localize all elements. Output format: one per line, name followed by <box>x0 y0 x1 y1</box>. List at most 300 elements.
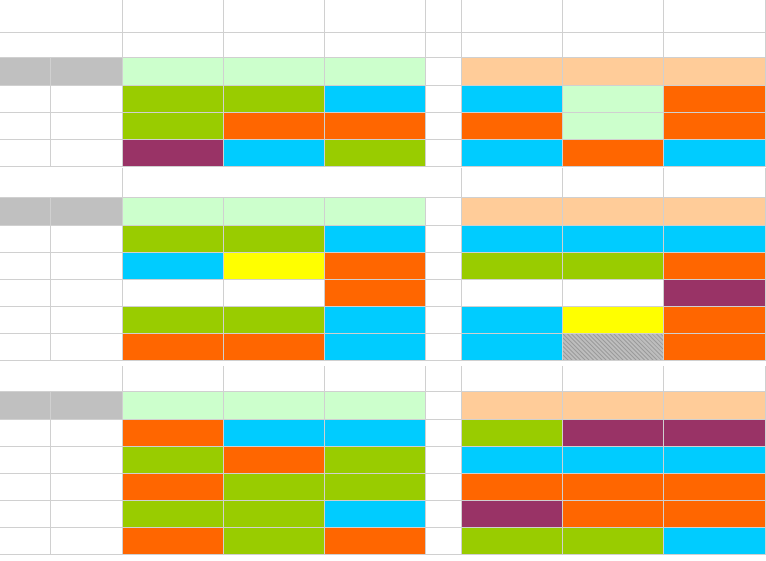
sec3-row-3-date-line1 <box>2 501 50 514</box>
blank-cell[interactable] <box>426 280 462 307</box>
sec2-row-4-cell-0-line1 <box>125 334 223 347</box>
sec3-row-4-cell-5-line2 <box>565 541 663 554</box>
sec3-row-1-cell-2[interactable] <box>325 447 426 474</box>
sec2-header-race[interactable] <box>51 198 123 226</box>
sec3-row-3-cell-4-line1 <box>464 501 562 514</box>
sec1-row-0-cell-4[interactable] <box>462 86 563 113</box>
sec3-row-1-cell-2-line2 <box>327 460 425 473</box>
sec3-row-0-cell-2[interactable] <box>325 420 426 447</box>
sec2-row-4-cell-5[interactable] <box>563 334 664 361</box>
blank-cell[interactable] <box>462 168 563 198</box>
sec3-row-1-cell-1-line2 <box>226 460 324 473</box>
sec3-header-damsire-1[interactable] <box>462 392 563 420</box>
blank-cell[interactable] <box>426 334 462 361</box>
blank-cell[interactable] <box>325 0 426 33</box>
sec2-header-sire-2[interactable] <box>224 198 325 226</box>
sec1-row-2-cell-4-line1 <box>464 140 562 153</box>
sec2-header-damsire-2[interactable] <box>563 198 664 226</box>
sec3-row-4-cell-5-line1 <box>565 528 663 541</box>
sec3-row-3-cell-2[interactable] <box>325 501 426 528</box>
sec1-header-damsire-1[interactable] <box>462 58 563 86</box>
sec1-row-0-race[interactable] <box>51 86 123 113</box>
sec3-header-sire-3[interactable] <box>325 392 426 420</box>
sec3-row-1-date[interactable] <box>0 447 51 474</box>
sec3-row-3-cell-5-line1 <box>565 501 663 514</box>
blank-cell[interactable] <box>563 366 664 392</box>
sec3-row-3-cell-5[interactable] <box>563 501 664 528</box>
blank-cell[interactable] <box>462 33 563 58</box>
sec3-row-2-cell-4-line1 <box>464 474 562 487</box>
sec2-row-4-race-line2 <box>53 347 122 360</box>
sec1-header-sire-2[interactable] <box>224 58 325 86</box>
sec1-row-0-cell-2[interactable] <box>325 86 426 113</box>
sec3-row-1-cell-5-line2 <box>565 460 663 473</box>
sec2-row-3-race[interactable] <box>51 307 123 334</box>
sec2-row-3-cell-4-line2 <box>464 320 562 333</box>
sec1-row-1-cell-4[interactable] <box>462 113 563 140</box>
sec3-row-1-cell-6[interactable] <box>664 447 766 474</box>
sec3-row-3-cell-2-line1 <box>327 501 425 514</box>
sec2-row-3-cell-0[interactable] <box>123 307 224 334</box>
sec3-title[interactable] <box>0 366 123 392</box>
blank-cell[interactable] <box>426 113 462 140</box>
sec2-row-2-cell-4-line1 <box>464 280 562 293</box>
blank-cell[interactable] <box>426 253 462 280</box>
sec1-row-1-cell-1[interactable] <box>224 113 325 140</box>
sec3-row-2-cell-4[interactable] <box>462 474 563 501</box>
sec2-row-4-cell-4-line1 <box>464 334 562 347</box>
blank-cell[interactable] <box>462 0 563 33</box>
blank-cell[interactable] <box>563 168 664 198</box>
sec2-row-3-cell-5[interactable] <box>563 307 664 334</box>
sec1-row-2-cell-5-line1 <box>565 140 663 153</box>
sec1-row-0-cell-5-line2 <box>565 99 663 112</box>
sec3-row-4-date[interactable] <box>0 528 51 555</box>
sec1-row-1-cell-1-line1 <box>226 113 324 126</box>
sec3-row-4-race-line2 <box>53 541 122 554</box>
sec2-row-1-cell-1-line1 <box>226 253 324 266</box>
blank-cell[interactable] <box>123 33 224 58</box>
sec2-row-1-cell-5-line1 <box>565 253 663 266</box>
sec1-row-1-cell-2[interactable] <box>325 113 426 140</box>
sec2-row-3-cell-6[interactable] <box>664 307 766 334</box>
sec2-header-race-line2 <box>53 211 122 224</box>
sec3-row-0-cell-6[interactable] <box>664 420 766 447</box>
sec1-row-2-cell-4-line2 <box>464 153 562 166</box>
sec3-header-damsire-3[interactable] <box>664 392 766 420</box>
blank-cell[interactable] <box>224 366 325 392</box>
sec2-row-2-date[interactable] <box>0 280 51 307</box>
blank-cell[interactable] <box>664 33 766 58</box>
sec3-row-2-cell-2-line1 <box>327 474 425 487</box>
sec1-row-1-cell-5[interactable] <box>563 113 664 140</box>
sec3-row-3-cell-4-line2 <box>464 514 562 527</box>
sec1-row-1-cell-6-line2 <box>666 126 765 139</box>
sec2-header-sire-1[interactable] <box>123 198 224 226</box>
sec2-row-2-race[interactable] <box>51 280 123 307</box>
sec2-row-4-cell-0-line2 <box>125 347 223 360</box>
sec2-row-3-cell-2[interactable] <box>325 307 426 334</box>
sec3-row-0-cell-1[interactable] <box>224 420 325 447</box>
blank-cell[interactable] <box>563 33 664 58</box>
blank-cell[interactable] <box>426 86 462 113</box>
sec1-header-sire-1[interactable] <box>123 58 224 86</box>
sec2-row-4-cell-2-line1 <box>327 334 425 347</box>
sec3-row-0-date-line1 <box>2 420 50 433</box>
sec2-header-date[interactable] <box>0 198 51 226</box>
sec2-row-1-race-line1 <box>53 253 122 266</box>
sec3-row-2-cell-1[interactable] <box>224 474 325 501</box>
sec1-row-1-cell-0-line1 <box>125 113 223 126</box>
sec3-row-0-race-line2 <box>53 433 122 446</box>
sec1-row-2-cell-6[interactable] <box>664 140 766 167</box>
sec3-row-0-race[interactable] <box>51 420 123 447</box>
sec1-row-1-cell-0-line2 <box>125 126 223 139</box>
sec3-row-1-cell-5-line1 <box>565 447 663 460</box>
blank-cell[interactable] <box>426 226 462 253</box>
sec1-row-0-date[interactable] <box>0 86 51 113</box>
sec3-row-4-race[interactable] <box>51 528 123 555</box>
sec3-row-0-race-line1 <box>53 420 122 433</box>
sec3-row-1-cell-4-line1 <box>464 447 562 460</box>
sec1-row-0-cell-6-line2 <box>666 99 765 112</box>
sec1-row-1-cell-6-line1 <box>666 113 765 126</box>
sec3-row-3-cell-6[interactable] <box>664 501 766 528</box>
sec3-row-3-cell-1-line1 <box>226 501 324 514</box>
sec2-row-3-cell-5-line2 <box>565 320 663 333</box>
sec3-row-2-cell-2[interactable] <box>325 474 426 501</box>
sec3-row-0-cell-0-line2 <box>125 433 223 446</box>
sec2-row-1-date[interactable] <box>0 253 51 280</box>
blank-cell[interactable] <box>426 474 462 501</box>
sec2-row-4-cell-2-line2 <box>327 347 425 360</box>
sec2-row-3-cell-1[interactable] <box>224 307 325 334</box>
sec2-row-1-cell-6[interactable] <box>664 253 766 280</box>
sec2-row-2-cell-1-line1 <box>226 280 324 293</box>
sec3-row-0-date[interactable] <box>0 420 51 447</box>
sec2-row-3-cell-4-line1 <box>464 307 562 320</box>
sec2-row-0-race-line2 <box>53 239 122 252</box>
sec3-header-damsire-2[interactable] <box>563 392 664 420</box>
sec1-row-0-race-line2 <box>53 99 122 112</box>
sec3-row-0-cell-5-line1 <box>565 420 663 433</box>
sec3-header-damsire-3-line1 <box>666 392 765 405</box>
sec2-row-4-cell-1[interactable] <box>224 334 325 361</box>
sec2-row-4-cell-4-line2 <box>464 347 562 360</box>
sec2-row-2-cell-2-line2 <box>327 293 425 306</box>
sec2-note[interactable] <box>123 168 462 198</box>
blank-cell[interactable] <box>426 420 462 447</box>
sec3-row-4-cell-1[interactable] <box>224 528 325 555</box>
sec2-row-1-cell-2-line2 <box>327 266 425 279</box>
sec3-row-4-cell-4-line2 <box>464 541 562 554</box>
sec2-row-3-cell-4[interactable] <box>462 307 563 334</box>
sec2-row-1-race[interactable] <box>51 253 123 280</box>
sec3-row-4-cell-4[interactable] <box>462 528 563 555</box>
sec3-row-0-cell-0-line1 <box>125 420 223 433</box>
sec3-header-sire-3-line1 <box>327 392 425 405</box>
sec1-row-0-cell-2-line2 <box>327 99 425 112</box>
sec1-row-2-date-line1 <box>2 140 50 153</box>
sec1-row-2-cell-2[interactable] <box>325 140 426 167</box>
sec1-row-1-cell-2-line1 <box>327 113 425 126</box>
sec2-header-damsire-1-line1 <box>464 198 562 211</box>
sec2-row-1-cell-2-line1 <box>327 253 425 266</box>
sec2-header-damsire-1[interactable] <box>462 198 563 226</box>
blank-cell[interactable] <box>426 528 462 555</box>
sec3-row-2-cell-6[interactable] <box>664 474 766 501</box>
blank-cell[interactable] <box>426 33 462 58</box>
sec2-row-4-date-line1 <box>2 334 50 347</box>
sec3-row-3-race[interactable] <box>51 501 123 528</box>
sec2-row-4-cell-6-line2 <box>666 347 765 360</box>
sec3-row-2-cell-2-line2 <box>327 487 425 500</box>
sec2-row-1-cell-6-line2 <box>666 266 765 279</box>
sec1-row-2-cell-1[interactable] <box>224 140 325 167</box>
sheet-title[interactable] <box>0 0 123 33</box>
blank-cell[interactable] <box>426 392 462 420</box>
sec2-row-2-cell-0-line2 <box>125 293 223 306</box>
sec3-row-2-cell-1-line1 <box>226 474 324 487</box>
sec3-row-4-cell-2[interactable] <box>325 528 426 555</box>
blank-cell[interactable] <box>224 0 325 33</box>
sec2-header-sire-3-line1 <box>327 198 425 211</box>
sec3-row-2-cell-0-line2 <box>125 487 223 500</box>
sec1-header-sire-2-line1 <box>226 58 324 71</box>
sec1-row-0-cell-5[interactable] <box>563 86 664 113</box>
blank-cell[interactable] <box>426 140 462 167</box>
sec1-row-0-cell-0-line1 <box>125 86 223 99</box>
blank-cell[interactable] <box>325 366 426 392</box>
sec3-row-2-cell-5-line2 <box>565 487 663 500</box>
sec2-row-2-cell-5[interactable] <box>563 280 664 307</box>
sec2-row-3-date[interactable] <box>0 307 51 334</box>
sec3-row-3-cell-0-line2 <box>125 514 223 527</box>
sec2-row-1-cell-4[interactable] <box>462 253 563 280</box>
sec3-row-3-cell-4[interactable] <box>462 501 563 528</box>
sec1-header-damsire-2[interactable] <box>563 58 664 86</box>
sec1-row-1-cell-2-line2 <box>327 126 425 139</box>
sec2-row-4-cell-1-line1 <box>226 334 324 347</box>
sec3-row-0-cell-0[interactable] <box>123 420 224 447</box>
sec2-row-0-cell-4-line2 <box>464 239 562 252</box>
sec2-row-0-cell-1[interactable] <box>224 226 325 253</box>
blank-cell[interactable] <box>664 366 766 392</box>
blank-cell[interactable] <box>426 447 462 474</box>
sec3-row-4-cell-5[interactable] <box>563 528 664 555</box>
sec2-header-damsire-3[interactable] <box>664 198 766 226</box>
blank-cell[interactable] <box>462 366 563 392</box>
sec2-row-2-cell-0[interactable] <box>123 280 224 307</box>
sec1-row-0-cell-6-line1 <box>666 86 765 99</box>
sec1-row-1-cell-6[interactable] <box>664 113 766 140</box>
sec1-row-1-cell-5-line1 <box>565 113 663 126</box>
sec1-row-0-cell-0[interactable] <box>123 86 224 113</box>
sec2-row-2-cell-1[interactable] <box>224 280 325 307</box>
sec3-row-2-cell-5[interactable] <box>563 474 664 501</box>
blank-cell[interactable] <box>426 501 462 528</box>
sec2-row-3-race-line2 <box>53 320 122 333</box>
sec2-row-0-cell-6[interactable] <box>664 226 766 253</box>
sec1-row-0-date-line1 <box>2 86 50 99</box>
sec3-header-sire-2[interactable] <box>224 392 325 420</box>
sec1-row-2-race-line2 <box>53 153 122 166</box>
sec1-row-1-cell-0[interactable] <box>123 113 224 140</box>
sec2-row-2-cell-4[interactable] <box>462 280 563 307</box>
blank-cell[interactable] <box>664 168 766 198</box>
sec3-row-2-race-line1 <box>53 474 122 487</box>
sec1-header-date[interactable] <box>0 58 51 86</box>
sec1-row-2-cell-0[interactable] <box>123 140 224 167</box>
sec2-row-2-date-line1 <box>2 280 50 293</box>
sec3-row-2-cell-6-line2 <box>666 487 765 500</box>
sec3-row-2-cell-5-line1 <box>565 474 663 487</box>
blank-cell[interactable] <box>426 366 462 392</box>
sec1-row-0-cell-1-line1 <box>226 86 324 99</box>
sec2-row-0-cell-0[interactable] <box>123 226 224 253</box>
sec2-row-2-cell-6[interactable] <box>664 280 766 307</box>
sec2-row-0-cell-5[interactable] <box>563 226 664 253</box>
blank-cell[interactable] <box>325 33 426 58</box>
sec3-row-1-date-line1 <box>2 447 50 460</box>
sec3-row-1-race[interactable] <box>51 447 123 474</box>
sec1-row-2-race[interactable] <box>51 140 123 167</box>
sec1-row-1-date[interactable] <box>0 113 51 140</box>
sec2-row-0-cell-0-line2 <box>125 239 223 252</box>
sec1-row-2-race-line1 <box>53 140 122 153</box>
sec3-row-1-cell-0-line2 <box>125 460 223 473</box>
sec3-row-1-cell-4-line2 <box>464 460 562 473</box>
blank-cell[interactable] <box>426 307 462 334</box>
sec1-row-1-race[interactable] <box>51 113 123 140</box>
sec2-header-date-line1 <box>2 198 50 211</box>
sec3-header-race[interactable] <box>51 392 123 420</box>
sec3-row-1-cell-4[interactable] <box>462 447 563 474</box>
sec3-row-0-cell-2-line2 <box>327 433 425 446</box>
sec3-row-1-cell-0-line1 <box>125 447 223 460</box>
blank-cell[interactable] <box>664 0 766 33</box>
sec3-header-race-line2 <box>53 405 122 418</box>
sec1-title[interactable] <box>0 33 123 58</box>
sec3-row-2-cell-0-line1 <box>125 474 223 487</box>
sec2-row-0-race-line1 <box>53 226 122 239</box>
sec2-row-4-cell-5-line2 <box>565 347 663 360</box>
sec3-row-3-cell-1[interactable] <box>224 501 325 528</box>
sec3-row-2-cell-0[interactable] <box>123 474 224 501</box>
sec3-row-0-cell-5[interactable] <box>563 420 664 447</box>
blank-cell[interactable] <box>426 58 462 86</box>
sec2-row-1-cell-6-line1 <box>666 253 765 266</box>
sec2-row-2-cell-1-line2 <box>226 293 324 306</box>
sec2-row-0-cell-4[interactable] <box>462 226 563 253</box>
sec1-row-0-cell-6[interactable] <box>664 86 766 113</box>
sec1-row-2-cell-4[interactable] <box>462 140 563 167</box>
sec3-header-sire-1[interactable] <box>123 392 224 420</box>
sec2-row-0-cell-5-line2 <box>565 239 663 252</box>
sec3-row-2-race[interactable] <box>51 474 123 501</box>
blank-cell[interactable] <box>224 33 325 58</box>
sec2-row-1-cell-1[interactable] <box>224 253 325 280</box>
sec3-header-date[interactable] <box>0 392 51 420</box>
sec2-row-1-cell-1-line2 <box>226 266 324 279</box>
sec2-header-sire-3[interactable] <box>325 198 426 226</box>
sec2-row-4-cell-4[interactable] <box>462 334 563 361</box>
sec2-row-0-date[interactable] <box>0 226 51 253</box>
sec2-row-4-cell-2[interactable] <box>325 334 426 361</box>
sec2-row-1-date-line1 <box>2 253 50 266</box>
sec1-row-0-cell-2-line1 <box>327 86 425 99</box>
sec2-row-1-cell-5[interactable] <box>563 253 664 280</box>
sec1-row-2-cell-6-line2 <box>666 153 765 166</box>
sec3-row-0-cell-5-line2 <box>565 433 663 446</box>
sec1-row-2-cell-5[interactable] <box>563 140 664 167</box>
sec2-row-1-cell-2[interactable] <box>325 253 426 280</box>
sec2-row-0-cell-0-line1 <box>125 226 223 239</box>
sec2-row-4-race[interactable] <box>51 334 123 361</box>
sec2-row-4-date[interactable] <box>0 334 51 361</box>
sec1-row-1-cell-1-line2 <box>226 126 324 139</box>
sec3-row-4-cell-6[interactable] <box>664 528 766 555</box>
sec2-row-1-cell-0[interactable] <box>123 253 224 280</box>
sec2-row-2-race-line2 <box>53 293 122 306</box>
sec3-row-2-cell-4-line2 <box>464 487 562 500</box>
sec3-row-4-cell-0-line2 <box>125 541 223 554</box>
sec2-row-2-cell-5-line2 <box>565 293 663 306</box>
sec2-title[interactable] <box>0 168 123 198</box>
sec1-row-2-cell-1-line2 <box>226 153 324 166</box>
blank-cell[interactable] <box>123 366 224 392</box>
sec3-row-1-cell-6-line1 <box>666 447 765 460</box>
sec3-row-3-cell-0[interactable] <box>123 501 224 528</box>
sec1-header-damsire-3[interactable] <box>664 58 766 86</box>
blank-cell[interactable] <box>123 0 224 33</box>
sec1-header-race[interactable] <box>51 58 123 86</box>
sec3-row-0-cell-1-line1 <box>226 420 324 433</box>
sec2-row-2-cell-6-line2 <box>666 293 765 306</box>
sec2-row-2-cell-6-line1 <box>666 280 765 293</box>
sec1-row-2-date[interactable] <box>0 140 51 167</box>
blank-cell[interactable] <box>563 0 664 33</box>
sec3-row-2-date[interactable] <box>0 474 51 501</box>
sec3-row-0-cell-1-line2 <box>226 433 324 446</box>
sec2-row-4-cell-0[interactable] <box>123 334 224 361</box>
sec2-row-2-cell-2[interactable] <box>325 280 426 307</box>
sec3-row-1-cell-1[interactable] <box>224 447 325 474</box>
sec3-row-4-cell-0[interactable] <box>123 528 224 555</box>
sec2-row-4-race-line1 <box>53 334 122 347</box>
sec2-row-3-cell-6-line2 <box>666 320 765 333</box>
blank-cell[interactable] <box>426 198 462 226</box>
sec2-row-1-cell-4-line2 <box>464 266 562 279</box>
sec2-row-0-cell-2-line2 <box>327 239 425 252</box>
sec3-row-4-cell-6-line1 <box>666 528 765 541</box>
sec3-row-2-race-line2 <box>53 487 122 500</box>
sec3-row-1-cell-5[interactable] <box>563 447 664 474</box>
sec1-row-0-cell-1[interactable] <box>224 86 325 113</box>
sec3-row-1-cell-0[interactable] <box>123 447 224 474</box>
sec3-row-0-cell-4[interactable] <box>462 420 563 447</box>
sec2-row-4-cell-6[interactable] <box>664 334 766 361</box>
sec1-row-1-date-line1 <box>2 113 50 126</box>
sec2-row-0-cell-2[interactable] <box>325 226 426 253</box>
sec1-row-1-cell-5-line2 <box>565 126 663 139</box>
sec1-header-sire-3[interactable] <box>325 58 426 86</box>
sec2-row-3-cell-2-line2 <box>327 320 425 333</box>
sec2-row-4-cell-5-line1 <box>565 334 663 347</box>
blank-cell[interactable] <box>426 0 462 33</box>
sec3-row-3-date[interactable] <box>0 501 51 528</box>
sec2-row-0-race[interactable] <box>51 226 123 253</box>
